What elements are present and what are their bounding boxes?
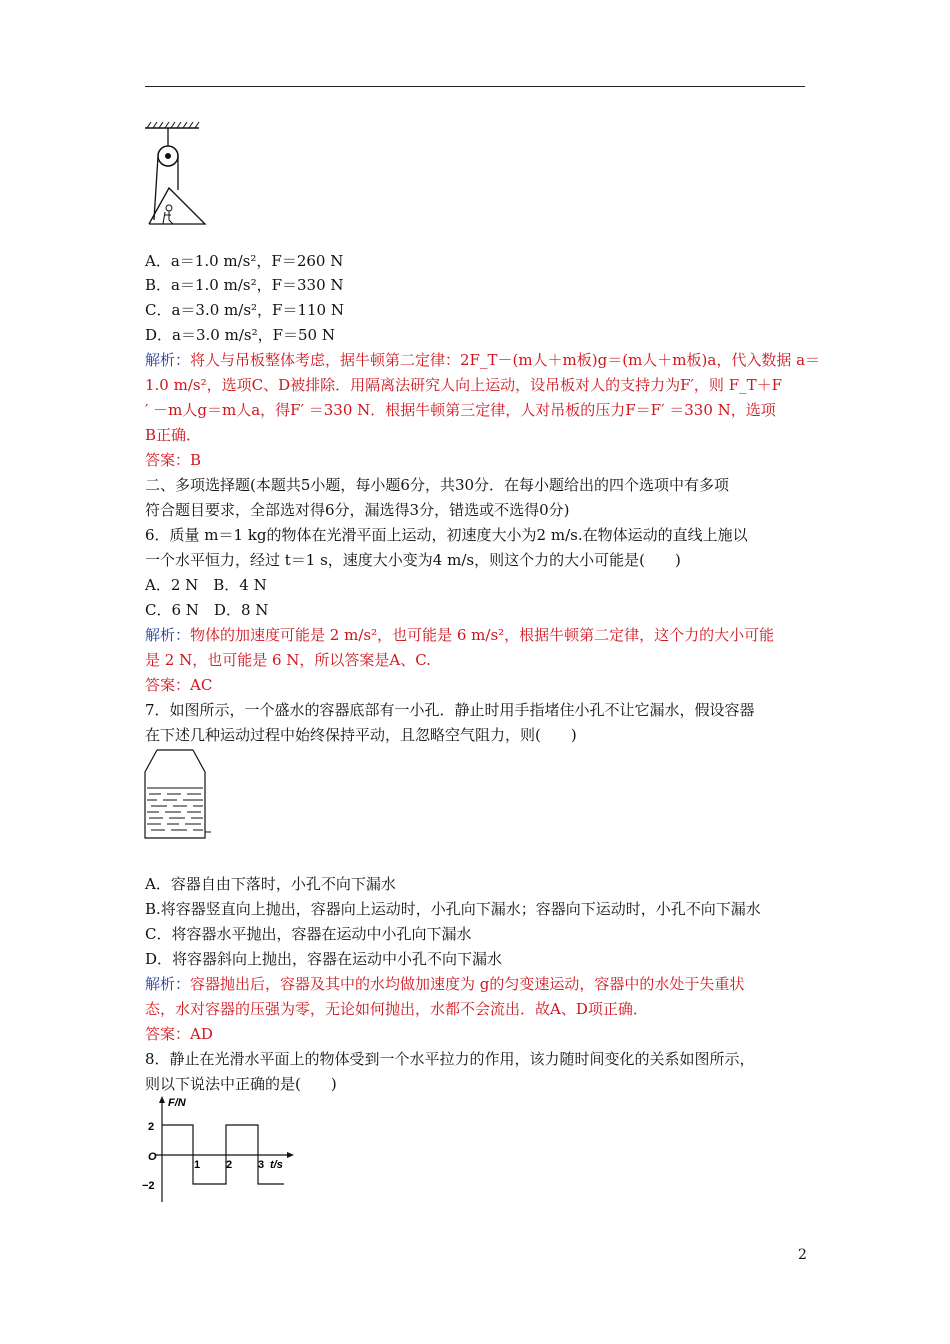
q6-options-ab: A．2 N B．4 N [145, 576, 267, 594]
section2-heading-2: 符合题目要求，全部选对得6分，漏选得3分，错选或不选得0分) [145, 501, 570, 519]
graph-tick-y-neg2: −2 [142, 1180, 155, 1192]
q6-stem-2: 一个水平恒力，经过 t＝1 s，速度大小变为4 m/s，则这个力的大小可能是( ) [145, 551, 681, 569]
q5-option-b: B．a＝1.0 m/s²，F＝330 N [145, 276, 344, 294]
graph-x-label: t/s [270, 1159, 283, 1171]
q5-analysis: 解析：将人与吊板整体考虑，据牛顿第二定律：2F_T－(m人＋m板)g＝(m人＋m板)a，代入数据 a＝ [145, 351, 821, 369]
q7-answer: 答案：AD [145, 1025, 213, 1043]
q7-stem: 7．如图所示，一个盛水的容器底部有一小孔．静止时用手指堵住小孔不让它漏水，假设容器 [145, 701, 755, 719]
q5-analysis-4: B正确． [145, 426, 202, 444]
force-time-graph [140, 1094, 300, 1206]
q7-analysis: 解析：容器抛出后，容器及其中的水均做加速度为 g的匀变速运动，容器中的水处于失重状 [145, 975, 745, 993]
water-container-figure [143, 748, 213, 840]
q7-option-d: D．将容器斜向上抛出，容器在运动中小孔不向下漏水 [145, 950, 503, 968]
graph-tick-x-2: 2 [226, 1159, 233, 1171]
q7-option-b: B.将容器竖直向上抛出，容器向上运动时，小孔向下漏水；容器向下运动时，小孔不向下漏水 [145, 900, 761, 918]
graph-tick-x-3: 3 [258, 1159, 265, 1171]
q5-analysis-2: 1.0 m/s²，选项C、D被排除．用隔离法研究人向上运动，设吊板对人的支持力为F′，则 F_T＋F [145, 376, 783, 394]
q5-option-c: C．a＝3.0 m/s²，F＝110 N [145, 301, 344, 319]
q7-option-c: C．将容器水平抛出，容器在运动中小孔向下漏水 [145, 925, 472, 943]
q8-stem-2: 则以下说法中正确的是( ) [145, 1075, 337, 1093]
graph-tick-x-1: 1 [194, 1159, 201, 1171]
section2-heading: 二、多项选择题(本题共5小题，每小题6分，共30分．在每小题给出的四个选项中有多项 [145, 476, 730, 494]
q6-answer: 答案：AC [145, 676, 213, 694]
q6-analysis-2: 是 2 N，也可能是 6 N，所以答案是A、C. [145, 651, 431, 669]
q5-option-d: D．a＝3.0 m/s²，F＝50 N [145, 326, 335, 344]
q7-analysis-2: 态，水对容器的压强为零，无论如何抛出，水都不会流出．故A、D项正确． [145, 1000, 648, 1018]
page-number: 2 [798, 1247, 807, 1263]
q5-answer: 答案：B [145, 451, 202, 469]
graph-y-label: F/N [168, 1097, 186, 1109]
header-rule [145, 86, 805, 87]
graph-origin-label: O [148, 1151, 157, 1163]
q6-stem: 6．质量 m＝1 kg的物体在光滑平面上运动，初速度大小为2 m/s.在物体运动的直线上施以 [145, 526, 748, 544]
q5-analysis-3: ′ －m人g＝m人a，得F′ ＝330 N．根据牛顿第三定律，人对吊板的压力F＝F′ ＝330 N，选项 [145, 401, 776, 419]
q6-options-cd: C．6 N D．8 N [145, 601, 269, 619]
graph-tick-y-2: 2 [148, 1121, 155, 1133]
q6-analysis: 解析：物体的加速度可能是 2 m/s²，也可能是 6 m/s²，根据牛顿第二定律，这个力的大小可能 [145, 626, 775, 644]
pulley-figure [143, 120, 213, 232]
q5-option-a: A．a＝1.0 m/s²，F＝260 N [145, 252, 344, 270]
q8-stem: 8．静止在光滑水平面上的物体受到一个水平拉力的作用，该力随时间变化的关系如图所示， [145, 1050, 755, 1068]
q7-stem-2: 在下述几种运动过程中始终保持平动，且忽略空气阻力，则( ) [145, 726, 577, 744]
q7-option-a: A．容器自由下落时，小孔不向下漏水 [145, 875, 396, 893]
